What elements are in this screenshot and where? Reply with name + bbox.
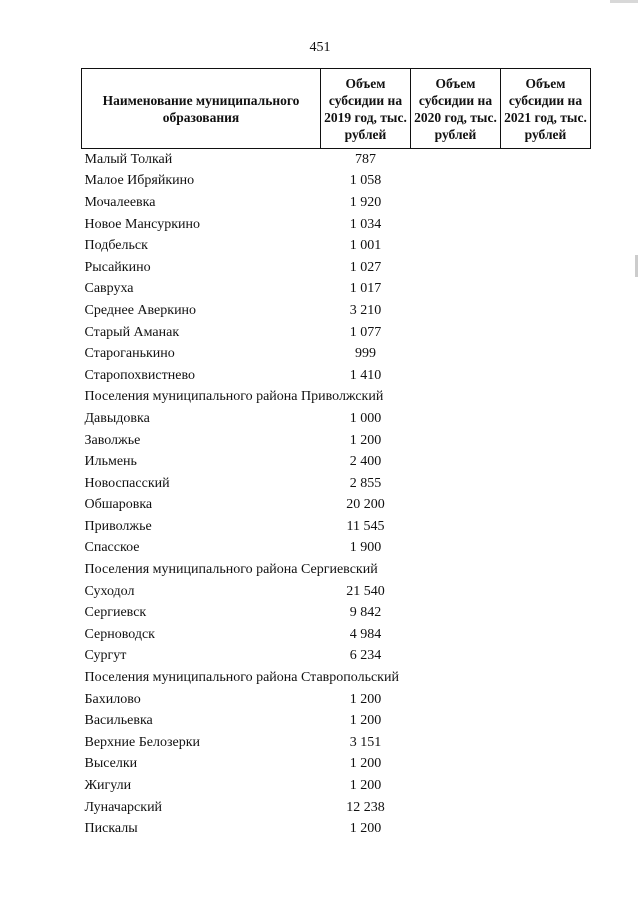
table-group-row xyxy=(82,559,591,581)
subsidy-2020-value xyxy=(411,322,501,344)
subsidy-2021-value xyxy=(501,732,591,754)
municipality-name: Серноводск xyxy=(84,626,155,642)
subsidy-2021-value xyxy=(501,300,591,322)
subsidy-2021-value xyxy=(501,322,591,344)
subsidy-2019-value: 999 xyxy=(355,346,376,362)
subsidy-2019-value: 1 200 xyxy=(349,778,382,794)
subsidy-2021-value xyxy=(501,214,591,236)
table-row xyxy=(82,214,591,236)
municipality-name: Бахилово xyxy=(84,691,141,707)
subsidy-2020-value xyxy=(411,214,501,236)
table-row xyxy=(82,322,591,344)
table-row xyxy=(82,602,591,624)
municipality-name: Заволжье xyxy=(84,432,141,448)
header-subsidy-2021: Объем субсидии на 2021 год, тыс. рублей xyxy=(501,69,591,149)
group-heading: Поселения муниципального района Сергиевский xyxy=(84,562,378,578)
subsidy-2021-value xyxy=(501,797,591,819)
subsidy-2021-value xyxy=(501,149,591,171)
subsidy-2021-value xyxy=(501,710,591,732)
table-group-row xyxy=(82,387,591,409)
table-body xyxy=(82,149,591,841)
municipality-name: Сергиевск xyxy=(84,605,147,621)
municipality-name: Суходол xyxy=(84,583,135,599)
subsidy-2020-value xyxy=(411,818,501,840)
subsidy-2020-value xyxy=(411,689,501,711)
group-heading: Поселения муниципального района Ставропольский xyxy=(84,670,399,686)
subsidy-2021-value xyxy=(501,516,591,538)
municipality-name: Спасское xyxy=(84,540,140,556)
subsidy-2020-value xyxy=(411,754,501,776)
subsidy-2019-value: 4 984 xyxy=(349,626,382,642)
header-row xyxy=(82,69,591,149)
table-row xyxy=(82,192,591,214)
table-row xyxy=(82,408,591,430)
municipality-name: Рысайкино xyxy=(84,259,151,275)
subsidy-2019-value: 1 000 xyxy=(349,410,382,426)
subsidy-2021-value xyxy=(501,754,591,776)
municipality-name: Обшаровка xyxy=(84,497,153,513)
subsidy-2020-value xyxy=(411,581,501,603)
table-row xyxy=(82,257,591,279)
subsidy-2020-value xyxy=(411,235,501,257)
subsidy-2020-value xyxy=(411,732,501,754)
municipality-name: Среднее Аверкино xyxy=(84,302,197,318)
subsidy-2021-value xyxy=(501,495,591,517)
subsidy-2021-value xyxy=(501,538,591,560)
group-heading: Поселения муниципального района Приволжский xyxy=(84,389,384,405)
subsidy-2020-value xyxy=(411,538,501,560)
subsidy-2020-value xyxy=(411,516,501,538)
table-row xyxy=(82,149,591,171)
subsidy-2020-value xyxy=(411,710,501,732)
municipality-name: Давыдовка xyxy=(84,410,150,426)
subsidy-2020-value xyxy=(411,279,501,301)
municipality-name: Новоспасский xyxy=(84,475,170,491)
table-row xyxy=(82,473,591,495)
municipality-name: Староганькино xyxy=(84,346,175,362)
subsidy-2019-value: 1 900 xyxy=(349,540,382,556)
subsidy-2020-value xyxy=(411,602,501,624)
subsidy-2019-value: 1 200 xyxy=(349,756,382,772)
subsidy-2020-value xyxy=(411,495,501,517)
subsidy-2021-value xyxy=(501,646,591,668)
table-row xyxy=(82,624,591,646)
subsidy-2020-value xyxy=(411,646,501,668)
subsidy-2019-value: 1 200 xyxy=(349,821,382,837)
subsidy-2021-value xyxy=(501,171,591,193)
header-subsidy-2019: Объем субсидии на 2019 год, тыс. рублей xyxy=(321,69,411,149)
municipality-name: Сургут xyxy=(84,648,127,664)
table-row xyxy=(82,235,591,257)
municipality-name: Мочалеевка xyxy=(84,194,156,210)
table-row xyxy=(82,689,591,711)
subsidy-2021-value xyxy=(501,818,591,840)
scan-corner-mark xyxy=(610,0,638,3)
subsidy-2021-value xyxy=(501,689,591,711)
table-row xyxy=(82,451,591,473)
subsidy-2020-value xyxy=(411,300,501,322)
table-row xyxy=(82,754,591,776)
subsidy-table xyxy=(81,68,591,840)
page-number: 451 xyxy=(309,40,331,55)
municipality-name: Старый Аманак xyxy=(84,324,180,340)
subsidy-2019-value: 787 xyxy=(355,151,376,167)
table-group-row xyxy=(82,667,591,689)
subsidy-2019-value: 21 540 xyxy=(346,583,385,599)
table-row xyxy=(82,365,591,387)
subsidy-2020-value xyxy=(411,343,501,365)
subsidy-2020-value xyxy=(411,408,501,430)
table-row xyxy=(82,171,591,193)
subsidy-2019-value: 3 151 xyxy=(349,734,382,750)
subsidy-2021-value xyxy=(501,473,591,495)
table-row xyxy=(82,343,591,365)
table-row xyxy=(82,818,591,840)
subsidy-2021-value xyxy=(501,279,591,301)
subsidy-table-container xyxy=(81,68,590,840)
subsidy-2021-value xyxy=(501,624,591,646)
municipality-name: Луначарский xyxy=(84,799,163,815)
table-row xyxy=(82,495,591,517)
subsidy-2019-value: 2 855 xyxy=(349,475,382,491)
municipality-name: Васильевка xyxy=(84,713,153,729)
municipality-name: Подбельск xyxy=(84,238,148,254)
subsidy-2019-value: 1 017 xyxy=(349,281,382,297)
municipality-name: Савруха xyxy=(84,281,134,297)
municipality-name: Пискалы xyxy=(84,821,138,837)
subsidy-2020-value xyxy=(411,775,501,797)
subsidy-2019-value: 1 034 xyxy=(349,216,382,232)
subsidy-2019-value: 1 077 xyxy=(349,324,382,340)
subsidy-2019-value: 3 210 xyxy=(349,302,382,318)
subsidy-2021-value xyxy=(501,257,591,279)
header-subsidy-2020: Объем субсидии на 2020 год, тыс. рублей xyxy=(411,69,501,149)
subsidy-2021-value xyxy=(501,235,591,257)
subsidy-2020-value xyxy=(411,192,501,214)
scan-edge-mark xyxy=(635,255,638,277)
table-header xyxy=(82,69,591,149)
subsidy-2019-value: 2 400 xyxy=(349,454,382,470)
header-municipality-name: Наименование муниципального образования xyxy=(82,69,321,149)
subsidy-2020-value xyxy=(411,149,501,171)
subsidy-2020-value xyxy=(411,257,501,279)
subsidy-2019-value: 1 200 xyxy=(349,432,382,448)
subsidy-2019-value: 20 200 xyxy=(346,497,385,513)
subsidy-2021-value xyxy=(501,365,591,387)
subsidy-2020-value xyxy=(411,473,501,495)
subsidy-2019-value: 1 001 xyxy=(349,238,382,254)
subsidy-2019-value: 12 238 xyxy=(346,799,385,815)
municipality-name: Выселки xyxy=(84,756,138,772)
subsidy-2021-value xyxy=(501,451,591,473)
table-row xyxy=(82,797,591,819)
table-row xyxy=(82,710,591,732)
subsidy-2021-value xyxy=(501,602,591,624)
table-row xyxy=(82,430,591,452)
municipality-name: Верхние Белозерки xyxy=(84,734,201,750)
table-row xyxy=(82,300,591,322)
municipality-name: Малый Толкай xyxy=(84,151,173,167)
subsidy-2019-value: 1 027 xyxy=(349,259,382,275)
municipality-name: Приволжье xyxy=(84,518,152,534)
subsidy-2019-value: 1 200 xyxy=(349,691,382,707)
subsidy-2019-value: 1 058 xyxy=(349,173,382,189)
subsidy-2020-value xyxy=(411,171,501,193)
municipality-name: Старопохвистнево xyxy=(84,367,195,383)
subsidy-2020-value xyxy=(411,624,501,646)
table-row xyxy=(82,279,591,301)
subsidy-2020-value xyxy=(411,430,501,452)
municipality-name: Ильмень xyxy=(84,454,137,470)
table-row xyxy=(82,775,591,797)
municipality-name: Новое Мансуркино xyxy=(84,216,200,232)
subsidy-2019-value: 1 410 xyxy=(349,367,382,383)
table-row xyxy=(82,538,591,560)
subsidy-2021-value xyxy=(501,408,591,430)
subsidy-2020-value xyxy=(411,797,501,819)
subsidy-2019-value: 11 545 xyxy=(346,518,385,534)
subsidy-2019-value: 1 200 xyxy=(349,713,382,729)
municipality-name: Малое Ибряйкино xyxy=(84,173,195,189)
subsidy-2019-value: 1 920 xyxy=(349,194,382,210)
table-row xyxy=(82,516,591,538)
table-row xyxy=(82,581,591,603)
subsidy-2020-value xyxy=(411,451,501,473)
subsidy-2021-value xyxy=(501,430,591,452)
subsidy-2019-value: 6 234 xyxy=(349,648,382,664)
subsidy-2021-value xyxy=(501,775,591,797)
table-row xyxy=(82,646,591,668)
subsidy-2021-value xyxy=(501,192,591,214)
subsidy-2020-value xyxy=(411,365,501,387)
municipality-name: Жигули xyxy=(84,778,132,794)
subsidy-2021-value xyxy=(501,581,591,603)
table-row xyxy=(82,732,591,754)
subsidy-2019-value: 9 842 xyxy=(349,605,382,621)
subsidy-2021-value xyxy=(501,343,591,365)
